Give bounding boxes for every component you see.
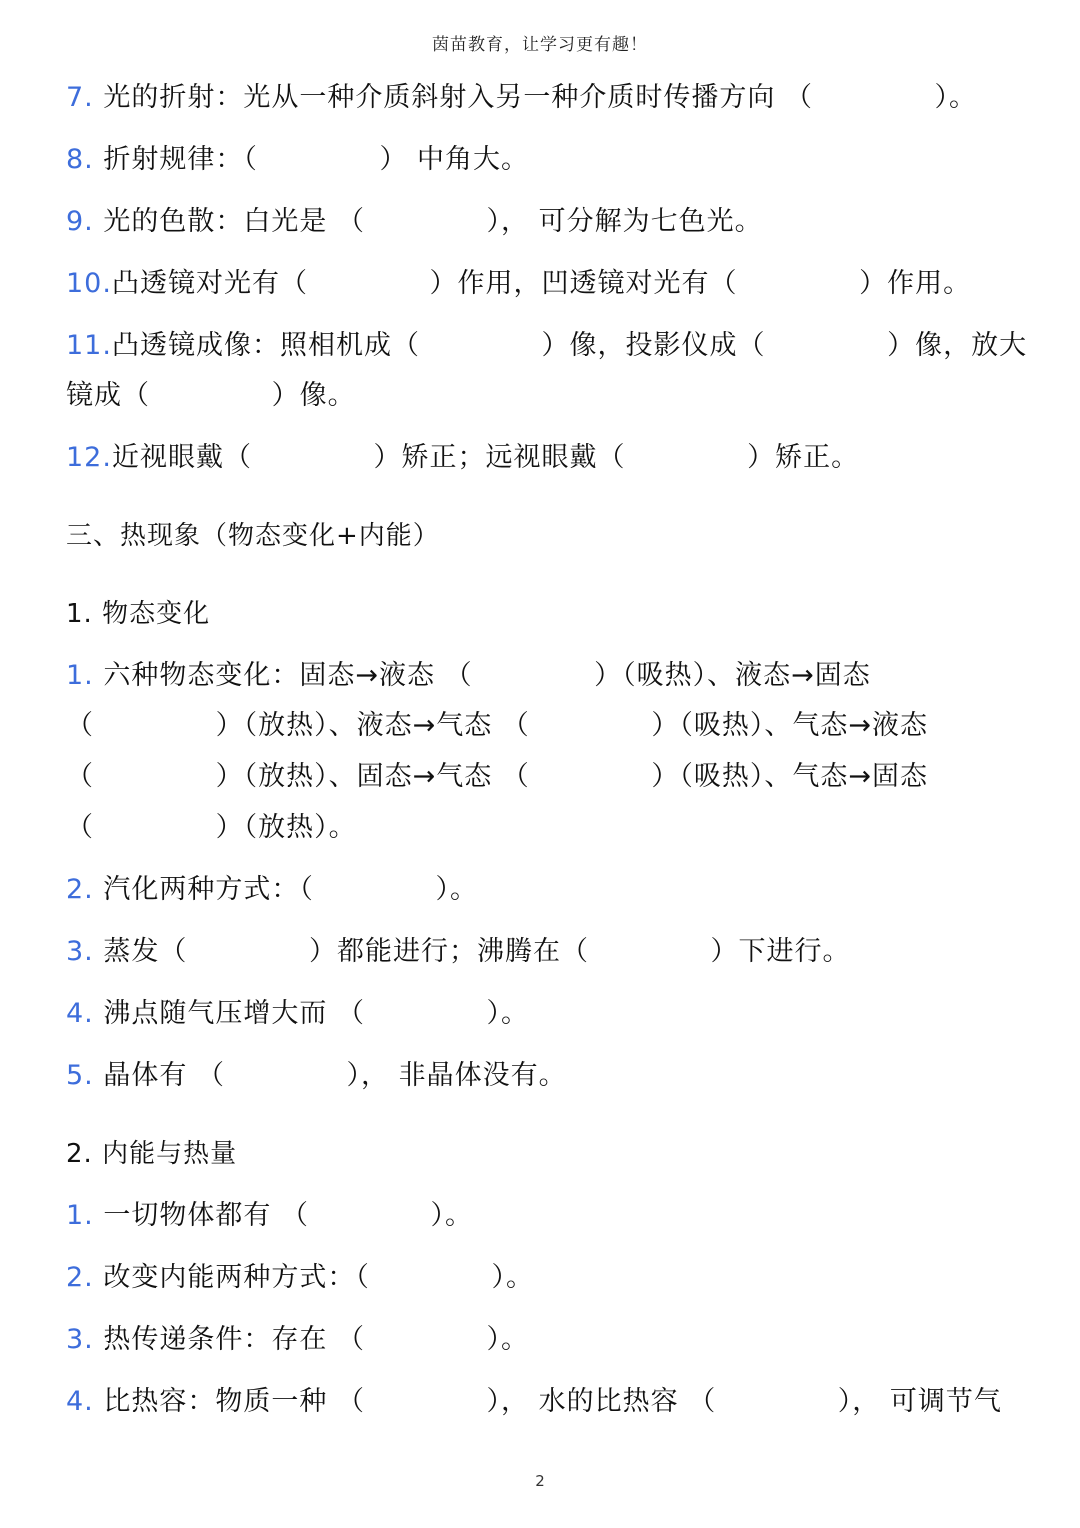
question-b3: 3. 蒸发（ ）都能进行；沸腾在（ ）下进行。 [66, 936, 851, 967]
question-c3: 3. 热传递条件：存在 （ ）。 [66, 1324, 530, 1355]
question-b1-line3: （ ）（放热）、固态→气态 （ ）（吸热）、气态→固态 [66, 761, 928, 792]
question-11: 11.凸透镜成像：照相机成（ ）像，投影仪成（ ）像，放大 [66, 330, 1028, 361]
question-7: 7. 光的折射：光从一种介质斜射入另一种介质时传播方向 （ ）。 [66, 82, 978, 113]
question-10: 10.凸透镜对光有（ ）作用，凹透镜对光有（ ）作用。 [66, 268, 972, 299]
question-c2: 2. 改变内能两种方式：（ ）。 [66, 1262, 534, 1293]
subsection-title-2: 2. 内能与热量 [66, 1139, 238, 1169]
question-8: 8. 折射规律：（ ） 中角大。 [66, 144, 530, 175]
question-12: 12.近视眼戴（ ）矫正；远视眼戴（ ）矫正。 [66, 442, 860, 473]
page-header: 茵苗教育，让学习更有趣！ [432, 35, 648, 55]
question-b1-line4: （ ）（放热）。 [66, 812, 357, 843]
question-b2: 2. 汽化两种方式：（ ）。 [66, 874, 478, 905]
page-number: 2 [535, 1472, 545, 1490]
question-c4: 4. 比热容：物质一种 （ ）， 水的比热容 （ ）， 可调节气 [66, 1386, 1002, 1417]
question-b1: 1. 六种物态变化：固态→液态 （ ）（吸热）、液态→固态 [66, 660, 871, 691]
question-9: 9. 光的色散：白光是 （ ）， 可分解为七色光。 [66, 206, 763, 237]
question-b4: 4. 沸点随气压增大而 （ ）。 [66, 998, 530, 1029]
question-c1: 1. 一切物体都有 （ ）。 [66, 1200, 474, 1231]
subsection-title-1: 1. 物态变化 [66, 599, 211, 629]
question-b5: 5. 晶体有 （ ）， 非晶体没有。 [66, 1060, 567, 1091]
section-title: 三、热现象（物态变化+内能） [66, 521, 440, 551]
question-b1-line2: （ ）（放热）、液态→气态 （ ）（吸热）、气态→液态 [66, 710, 928, 741]
question-11-continued: 镜成（ ）像。 [66, 380, 356, 411]
